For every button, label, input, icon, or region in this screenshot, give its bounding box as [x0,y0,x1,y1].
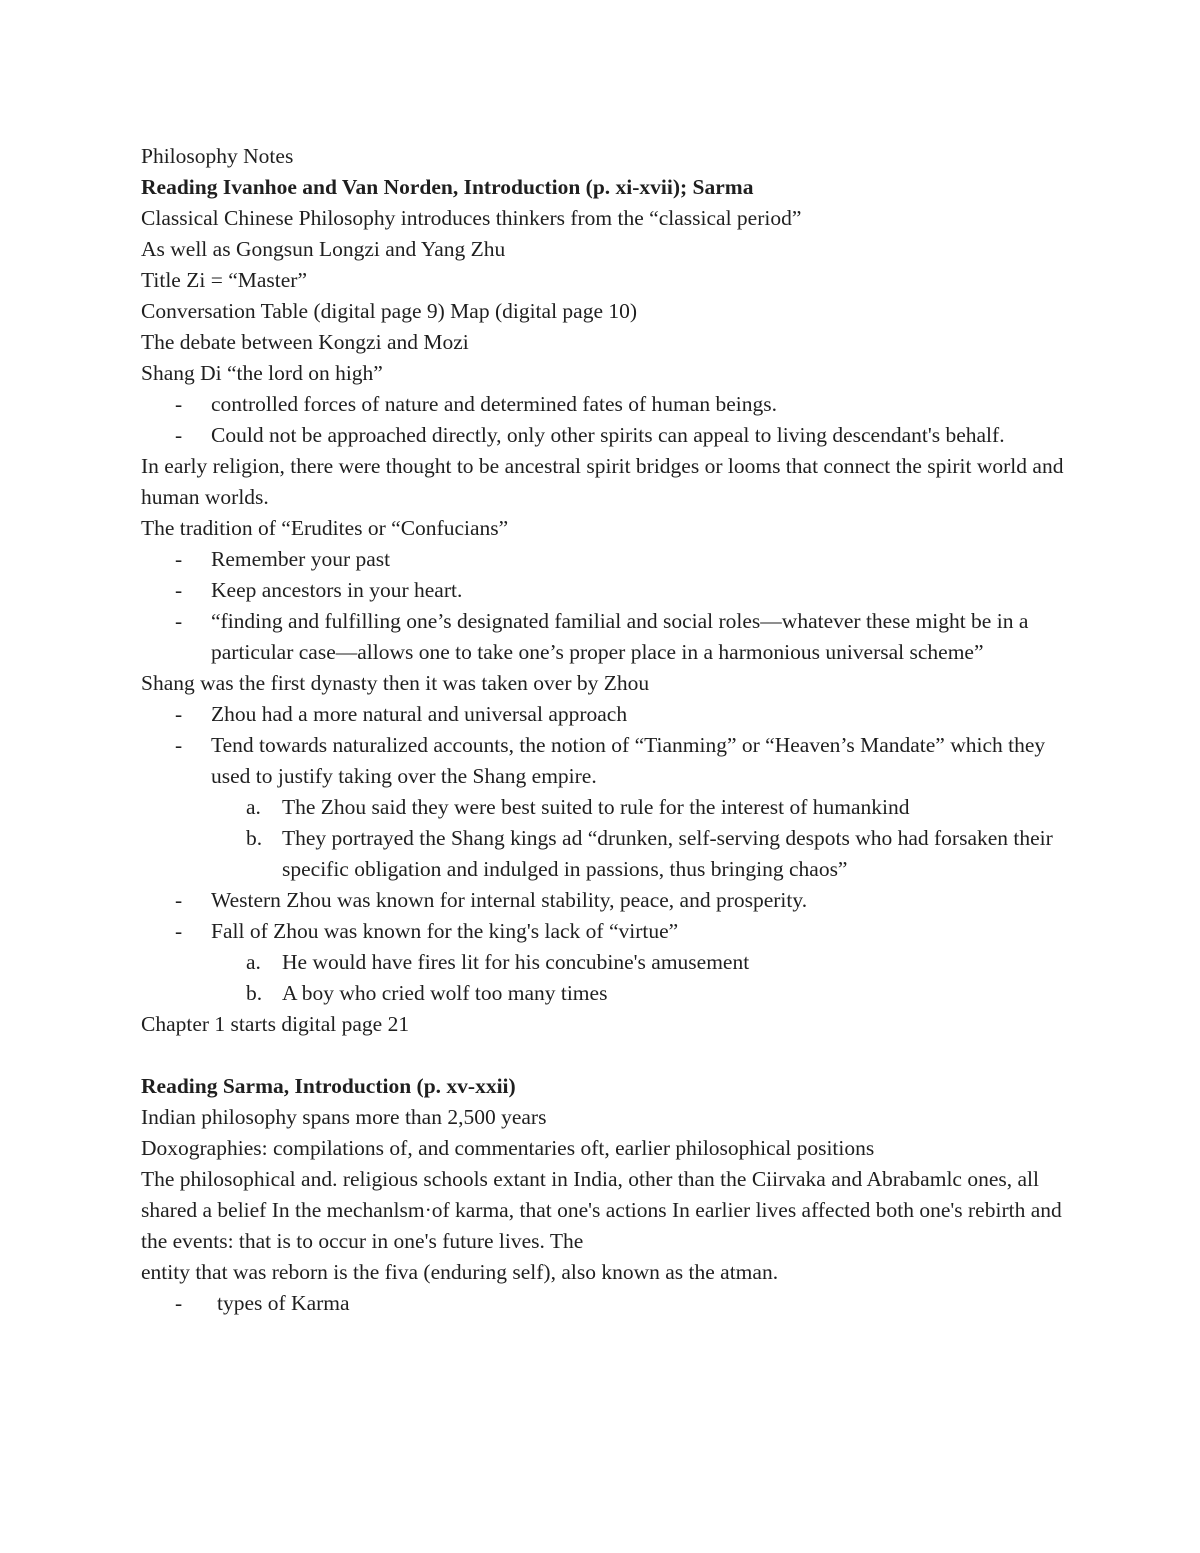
sub-list-item [141,823,1071,885]
bullet-marker: - [175,547,183,571]
document-page [141,141,1071,1319]
list-item-text: types of Karma [217,1291,350,1315]
list-item-text: Fall of Zhou was known for the king's lack of “virtue” [211,919,679,943]
sub-list-item-text: The Zhou said they were best suited to rule for the interest of humankind [282,795,910,819]
blank-line [141,1040,1071,1071]
sub-list-marker: b. [246,981,263,1005]
bullet-marker: - [175,392,183,416]
text-line: Indian philosophy spans more than 2,500 years [141,1105,547,1129]
sub-list-item [141,947,1071,978]
list-item [141,730,1071,792]
list-item-text: Keep ancestors in your heart. [211,578,463,602]
list-item [141,420,1071,451]
bullet-marker: - [175,888,183,912]
text-line: Shang was the first dynasty then it was taken over by Zhou [141,671,650,695]
sub-list-item-text: They portrayed the Shang kings ad “drunken, self-serving despots who had forsaken their specific obligation and indulged in passions, thus bringing chaos” [282,826,1053,881]
sub-list-marker: a. [246,795,261,819]
sub-list-marker: b. [246,826,263,850]
sub-list-marker: a. [246,950,261,974]
bullet-marker: - [175,919,183,943]
text-line: Chapter 1 starts digital page 21 [141,1012,410,1036]
list-item [141,885,1071,916]
list-item-text: Tend towards naturalized accounts, the notion of “Tianming” or “Heaven’s Mandate” which they used to justify taking over the Shang empire. [211,733,1046,788]
list-item [141,544,1071,575]
bullet-marker: - [175,733,183,757]
text-line: Title Zi = “Master” [141,268,307,292]
bullet-marker: - [175,423,183,447]
list-item-text: controlled forces of nature and determined fates of human beings. [211,392,777,416]
bullet-marker: - [175,702,183,726]
list-item [141,1288,1071,1319]
list-item [141,575,1071,606]
text-line: Classical Chinese Philosophy introduces thinkers from the “classical period” [141,206,802,230]
list-item-text: “finding and fulfilling one’s designated familial and social roles—whatever these might be in a particular case—allows one to take one’s proper place in a harmonious universal scheme” [211,609,1029,664]
section-heading-sarma: Reading Sarma, Introduction (p. xv-xxii) [141,1074,516,1098]
text-line: Doxographies: compilations of, and commentaries oft, earlier philosophical positions [141,1136,875,1160]
sub-list-item [141,978,1071,1009]
section-heading-ivanhoe: Reading Ivanhoe and Van Norden, Introduction (p. xi-xvii); Sarma [141,175,754,199]
list-item-text: Could not be approached directly, only other spirits can appeal to living descendant's behalf. [211,423,1005,447]
text-line: The philosophical and. religious schools extant in India, other than the Ciirvaka and Abrabamlc ones, all shared a belief In the mechanlsm·of karma, that one's actions In earlier lives affected both one's rebirth and the events: that is to occur in one's future lives. The [141,1167,1062,1253]
list-item [141,389,1071,420]
list-item [141,916,1071,947]
list-item [141,606,1071,668]
bullet-marker: - [175,609,183,633]
text-line: In early religion, there were thought to be ancestral spirit bridges or looms that connect the spirit world and human worlds. [141,454,1064,509]
text-line: Shang Di “the lord on high” [141,361,383,385]
text-line: The debate between Kongzi and Mozi [141,330,469,354]
sub-list-item-text: A boy who cried wolf too many times [282,981,608,1005]
text-line: As well as Gongsun Longzi and Yang Zhu [141,237,506,261]
text-line: Conversation Table (digital page 9) Map (digital page 10) [141,299,638,323]
text-line: The tradition of “Erudites or “Confucians” [141,516,509,540]
sub-list-item [141,792,1071,823]
list-item-text: Western Zhou was known for internal stability, peace, and prosperity. [211,888,808,912]
document-title: Philosophy Notes [141,144,294,168]
bullet-marker: - [175,1291,183,1315]
list-item-text: Remember your past [211,547,391,571]
text-line: entity that was reborn is the fiva (enduring self), also known as the atman. [141,1260,779,1284]
sub-list-item-text: He would have fires lit for his concubine's amusement [282,950,750,974]
list-item [141,699,1071,730]
list-item-text: Zhou had a more natural and universal approach [211,702,628,726]
bullet-marker: - [175,578,183,602]
